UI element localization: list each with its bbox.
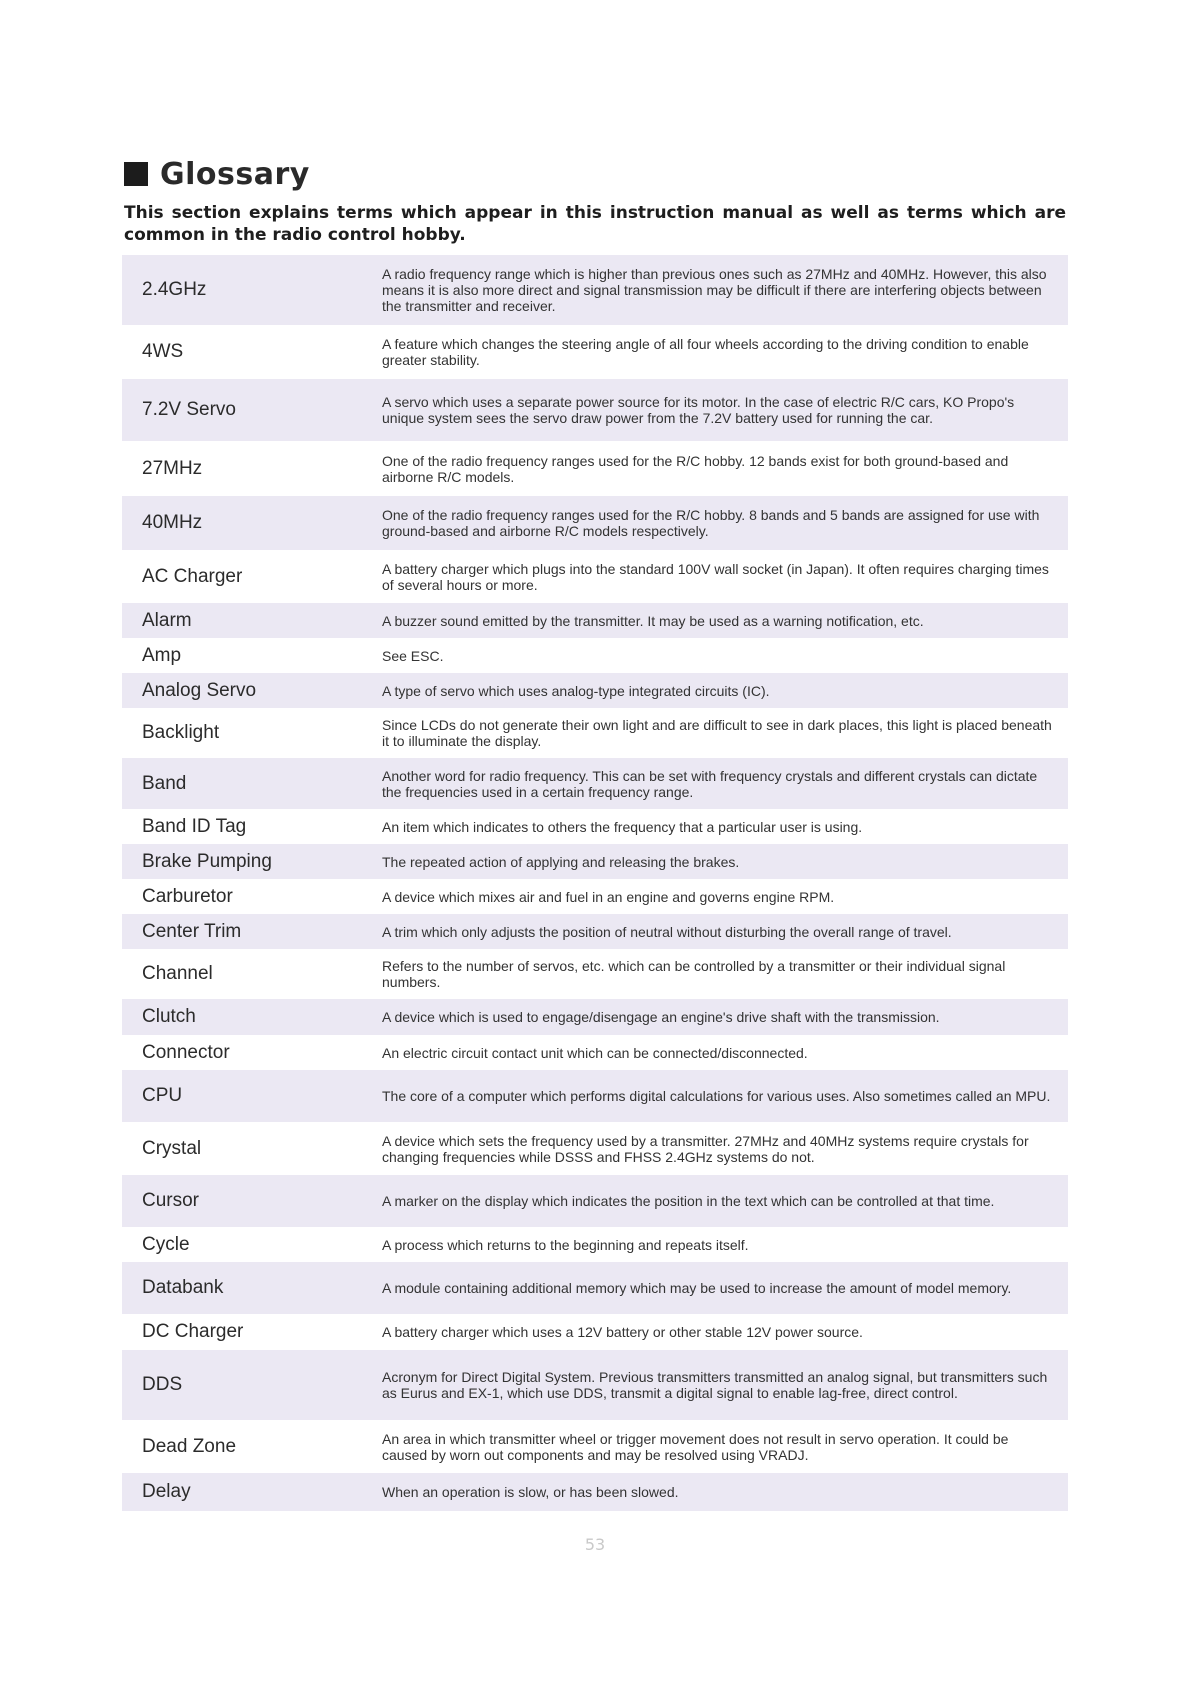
glossary-definition: A trim which only adjusts the position of neutral without disturbing the overall range of travel. xyxy=(382,923,952,940)
glossary-definition: A process which returns to the beginning and repeats itself. xyxy=(382,1236,749,1253)
glossary-term: DDS xyxy=(142,1374,183,1395)
glossary-term: Backlight xyxy=(142,722,220,743)
glossary-row xyxy=(122,441,1068,496)
glossary-definition: A battery charger which plugs into the standard 100V wall socket (in Japan). It often requires charging times of several hours or more. xyxy=(382,560,1049,593)
glossary-row xyxy=(122,673,1068,708)
glossary-term: Databank xyxy=(142,1277,224,1298)
glossary-row xyxy=(122,638,1068,673)
glossary-term: AC Charger xyxy=(142,565,243,587)
glossary-definition: Another word for radio frequency. This can be set with frequency crystals and different crystals can dictate the frequencies used in a certain frequency range. xyxy=(382,767,1038,800)
glossary-term: 27MHz xyxy=(142,457,203,479)
glossary-term: Analog Servo xyxy=(142,679,257,701)
glossary-term: 7.2V Servo xyxy=(142,399,236,420)
heading-square-icon xyxy=(124,162,148,186)
glossary-definition: An item which indicates to others the frequency that a particular user is using. xyxy=(382,818,863,835)
glossary-row xyxy=(122,1314,1068,1350)
glossary-term: Channel xyxy=(142,963,213,984)
glossary-row xyxy=(122,1350,1068,1420)
glossary-term: 4WS xyxy=(142,341,184,362)
glossary-term: Cursor xyxy=(142,1190,200,1211)
glossary-row xyxy=(122,949,1068,999)
glossary-definition: When an operation is slow, or has been slowed. xyxy=(382,1484,679,1500)
glossary-row xyxy=(122,708,1068,758)
glossary-row xyxy=(122,1473,1068,1511)
glossary-row xyxy=(122,758,1068,809)
glossary-row xyxy=(122,379,1068,441)
glossary-term: Crystal xyxy=(142,1137,202,1159)
glossary-row xyxy=(122,844,1068,879)
glossary-definition: Refers to the number of servos, etc. which can be controlled by a transmitter or their individual signal numbers. xyxy=(382,958,1006,990)
glossary-definition: A device which is used to engage/disengage an engine's drive shaft with the transmission. xyxy=(382,1009,940,1025)
glossary-definition: Since LCDs do not generate their own light and are difficult to see in dark places, this light is placed beneath it to illuminate the display. xyxy=(382,717,1052,749)
glossary-definition: Acronym for Direct Digital System. Previous transmitters transmitted an analog signal, but transmitters such as Eurus and EX-1, which use DDS, transmit a digital signal to enable lag-free, direct control. xyxy=(382,1369,1048,1401)
section-heading xyxy=(124,152,310,196)
glossary-term: Center Trim xyxy=(142,920,242,942)
glossary-row xyxy=(122,255,1068,325)
glossary-term: Alarm xyxy=(142,609,192,631)
glossary-row xyxy=(122,914,1068,949)
glossary-term: 2.4GHz xyxy=(142,279,207,300)
glossary-row xyxy=(122,603,1068,638)
glossary-term: DC Charger xyxy=(142,1321,244,1342)
glossary-definition: A marker on the display which indicates the position in the text which can be controlled at that time. xyxy=(382,1193,995,1209)
glossary-row xyxy=(122,809,1068,844)
glossary-term: Amp xyxy=(142,644,182,666)
glossary-row xyxy=(122,1227,1068,1262)
page-number: 53 xyxy=(584,1535,606,1554)
glossary-term: 40MHz xyxy=(142,512,203,533)
glossary-definition: A module containing additional memory which may be used to increase the amount of model memory. xyxy=(382,1280,1012,1296)
glossary-definition: A battery charger which uses a 12V battery or other stable 12V power source. xyxy=(382,1324,863,1340)
glossary-term: Clutch xyxy=(142,1006,196,1027)
glossary-row xyxy=(122,325,1068,379)
glossary-definition: A buzzer sound emitted by the transmitter. It may be used as a warning notification, etc. xyxy=(382,612,924,629)
section-intro: This section explains terms which appear in this instruction manual as well as terms which are common in the radio control hobby. xyxy=(124,203,1066,245)
glossary-row xyxy=(122,1035,1068,1070)
glossary-definition: The repeated action of applying and releasing the brakes. xyxy=(382,853,740,870)
glossary-term: Brake Pumping xyxy=(142,850,272,872)
glossary-row xyxy=(122,1175,1068,1227)
glossary-term: Connector xyxy=(142,1041,230,1063)
glossary-definition: A servo which uses a separate power source for its motor. In the case of electric R/C cars, KO Propo's unique system sees the servo draw power from the 7.2V battery used for running the car. xyxy=(382,394,1015,426)
glossary-definition: The core of a computer which performs digital calculations for various uses. Also sometimes called an MPU. xyxy=(382,1088,1051,1104)
glossary-definition: See ESC. xyxy=(382,647,444,664)
glossary-row xyxy=(122,496,1068,550)
glossary-term: Cycle xyxy=(142,1233,190,1255)
glossary-definition: A feature which changes the steering angle of all four wheels according to the driving condition to enable greater stability. xyxy=(382,336,1029,368)
glossary-term: CPU xyxy=(142,1085,183,1106)
glossary-row xyxy=(122,879,1068,914)
glossary-definition: A radio frequency range which is higher than previous ones such as 27MHz and 40MHz. However, this also means it is also more direct and signal transmission may be difficult if there are interfering objects between the transmitter and receiver. xyxy=(382,266,1047,314)
glossary-term: Band xyxy=(142,772,187,794)
glossary-definition: An electric circuit contact unit which can be connected/disconnected. xyxy=(382,1044,808,1061)
glossary-term: Band ID Tag xyxy=(142,815,247,837)
glossary-definition: An area in which transmitter wheel or trigger movement does not result in servo operation. It could be caused by worn out components and may be resolved using VRADJ. xyxy=(382,1430,1009,1463)
glossary-row xyxy=(122,550,1068,603)
glossary-table xyxy=(122,255,1068,1511)
glossary-definition: A type of servo which uses analog-type integrated circuits (IC). xyxy=(382,682,770,699)
glossary-term: Dead Zone xyxy=(142,1435,237,1457)
glossary-term: Delay xyxy=(142,1481,191,1502)
glossary-row xyxy=(122,1070,1068,1122)
glossary-row xyxy=(122,1122,1068,1175)
glossary-definition: A device which sets the frequency used by a transmitter. 27MHz and 40MHz systems require crystals for changing frequencies while DSSS and FHSS 2.4GHz systems do not. xyxy=(382,1132,1029,1165)
glossary-definition: One of the radio frequency ranges used for the R/C hobby. 12 bands exist for both ground-based and airborne R/C models. xyxy=(382,452,1009,485)
glossary-definition: A device which mixes air and fuel in an engine and governs engine RPM. xyxy=(382,888,835,905)
glossary-row xyxy=(122,999,1068,1035)
glossary-row xyxy=(122,1420,1068,1473)
glossary-definition: One of the radio frequency ranges used for the R/C hobby. 8 bands and 5 bands are assigned for use with ground-based and airborne R/C models respectively. xyxy=(382,507,1040,539)
glossary-row xyxy=(122,1262,1068,1314)
glossary-term: Carburetor xyxy=(142,885,233,907)
page-title: Glossary xyxy=(160,156,310,192)
